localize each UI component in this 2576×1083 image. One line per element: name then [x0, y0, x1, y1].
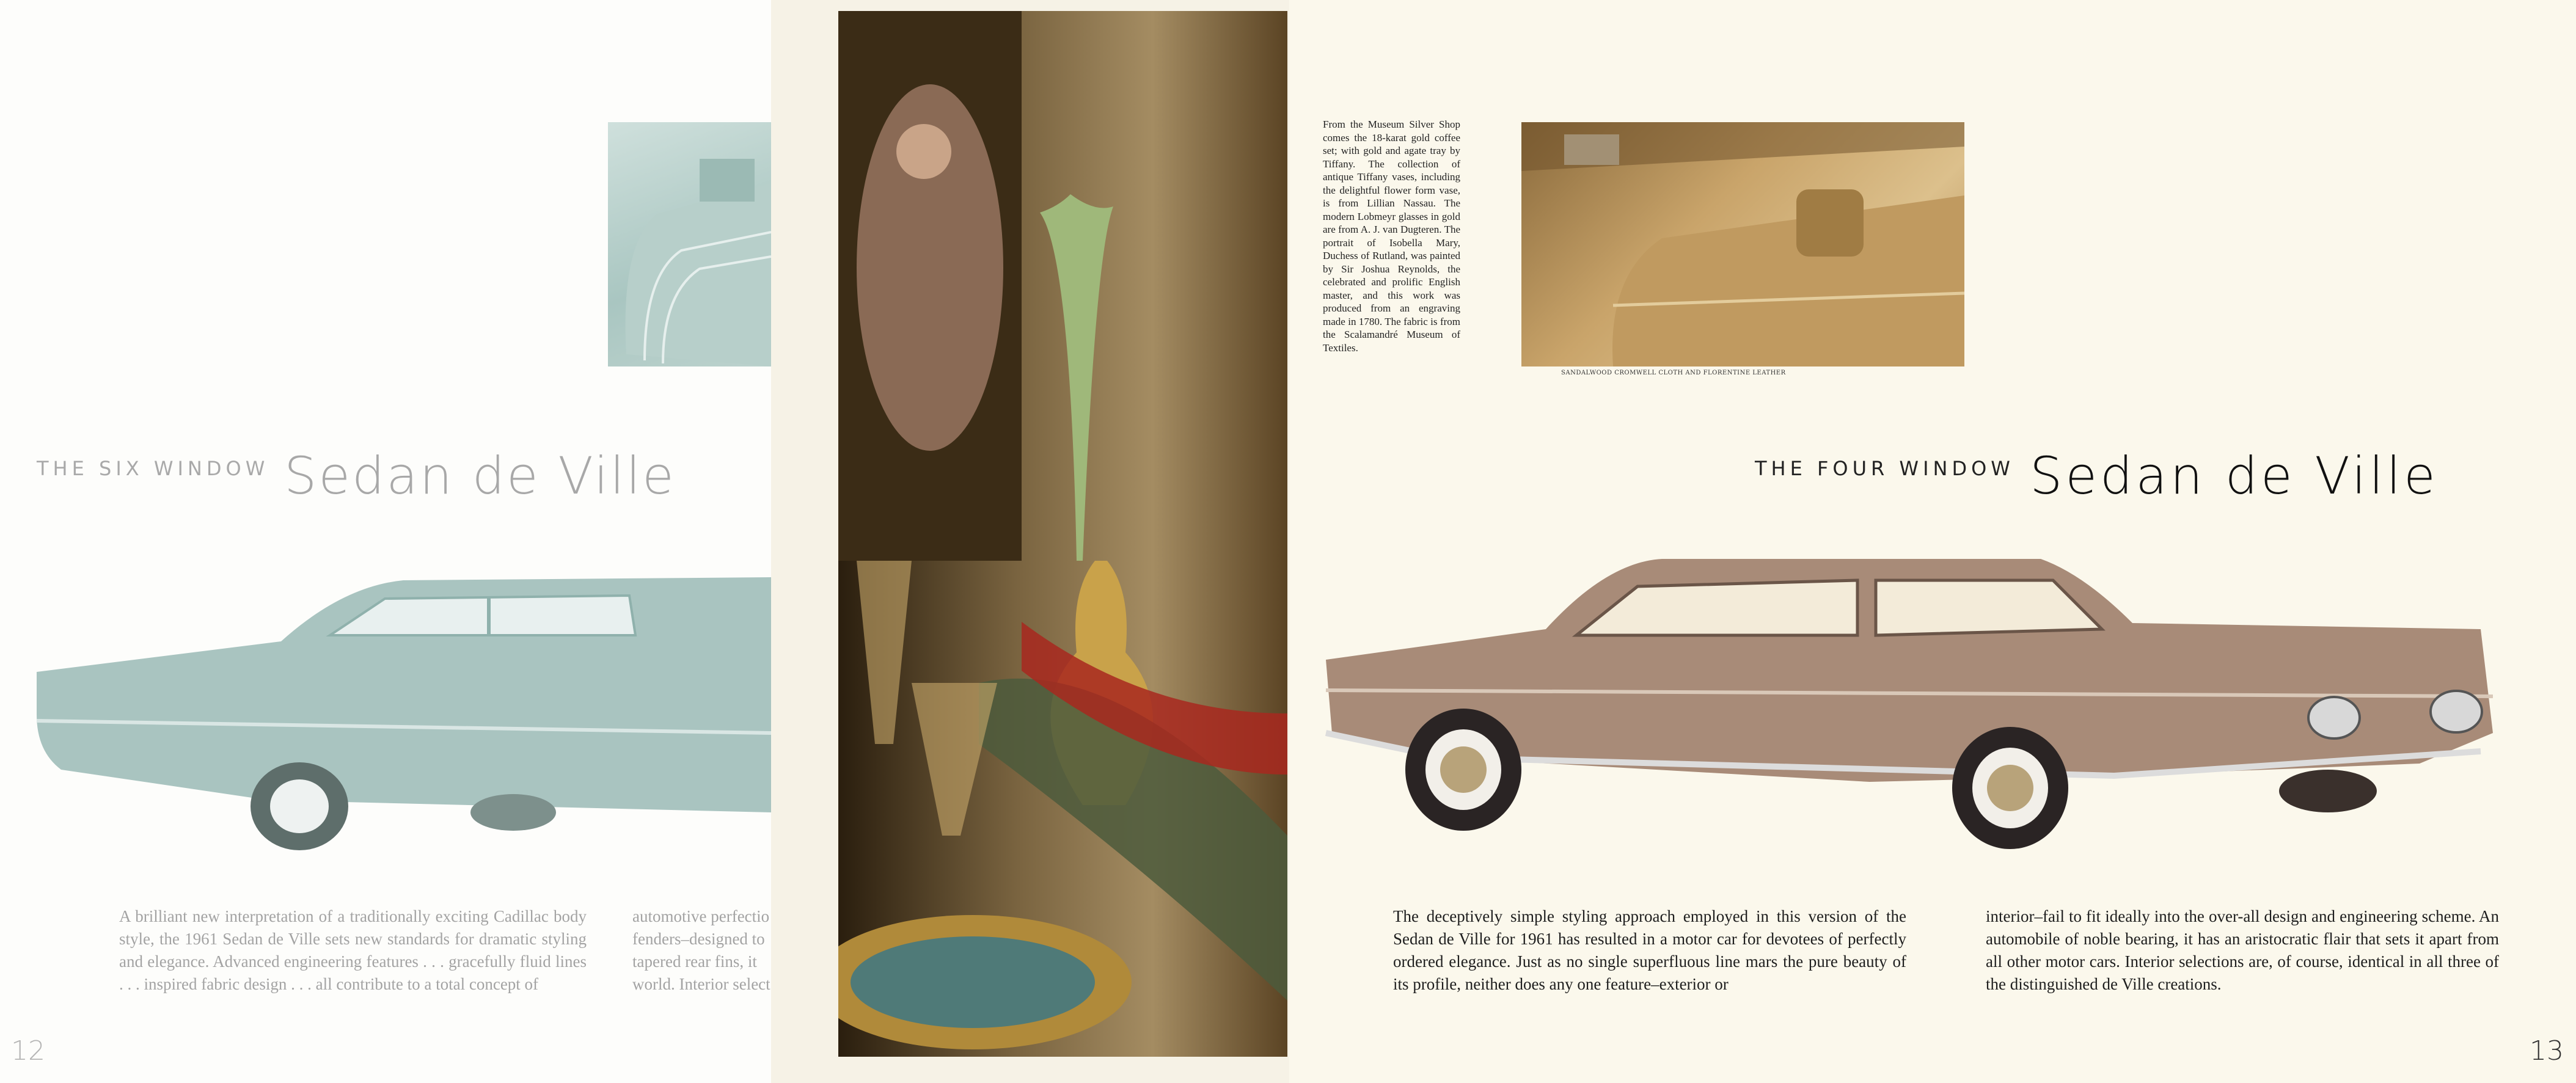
- right-page: [1289, 0, 2576, 1083]
- text-line: world. Interior select: [632, 975, 770, 993]
- text-line: tapered rear fins, it: [632, 952, 757, 971]
- interior-photo: [1521, 122, 1964, 366]
- six-window-car-illustration: [24, 568, 771, 855]
- middle-page: [771, 0, 1289, 1083]
- still-life-photo: [838, 11, 1287, 1057]
- text-line: automotive perfectio: [632, 907, 770, 925]
- interior-photo-faded: [608, 122, 771, 366]
- body-text-column-2: [632, 905, 771, 996]
- section-title: Sedan de Ville: [2030, 446, 2439, 506]
- section-kicker: THE SIX WINDOW: [37, 457, 269, 480]
- page-number: 13: [2530, 1035, 2564, 1067]
- seat-illustration: [1521, 122, 1964, 366]
- section-kicker: THE FOUR WINDOW: [1755, 457, 2014, 480]
- photo-credits-caption: From the Museum Silver Shop comes the 18-karat gold coffee set; with gold and agate tray by Tiffany. The collection of antique Tiffany vases, including the delightful flower form vase, is from Lillian Nassau. The modern Lobmeyr glasses in gold are from A. J. van Dugteren. The portrait of Isobella Mary, Duchess of Rutland, was painted by Sir Joshua Reynolds, the celebrated and prolific English master, and this work was produced from an engraving made in 1780. The fabric is from the Scalamandré Museum of Textiles.: [1323, 119, 1460, 354]
- seat-illustration: [608, 122, 771, 366]
- section-title: Sedan de Ville: [284, 446, 676, 506]
- four-window-car-illustration: [1320, 550, 2505, 867]
- body-text-column-1: A brilliant new interpretation of a traditionally exciting Cadillac body style, the 1961 Sedan de Ville sets new standards for dramatic styling and elegance. Advanced engineering features . . . gracefully fluid lines . . . inspired fabric design . . . all contribute to a total concept of: [119, 907, 587, 993]
- body-text-column-2: interior–fail to fit ideally into the over-all design and engineering scheme. An automobile of noble bearing, it has an aristocratic flair that sets it apart from all other motor cars. Interior selections are, of course, identical in all three of the distinguished de Ville creations.: [1986, 907, 2499, 993]
- page-number: 12: [11, 1035, 45, 1067]
- body-text-column-1: The deceptively simple styling approach employed in this version of the Sedan de Ville for 1961 has resulted in a motor car for devotees of perfectly ordered elegance. Just as no single superfluous line mars the pure beauty of its profile, neither does any one feature–exterior or: [1393, 907, 1906, 993]
- interior-photo-caption: SANDALWOOD CROMWELL CLOTH AND FLORENTINE LEATHER: [1561, 370, 1786, 376]
- text-line: fenders–designed to: [632, 930, 765, 948]
- left-page: [0, 0, 771, 1083]
